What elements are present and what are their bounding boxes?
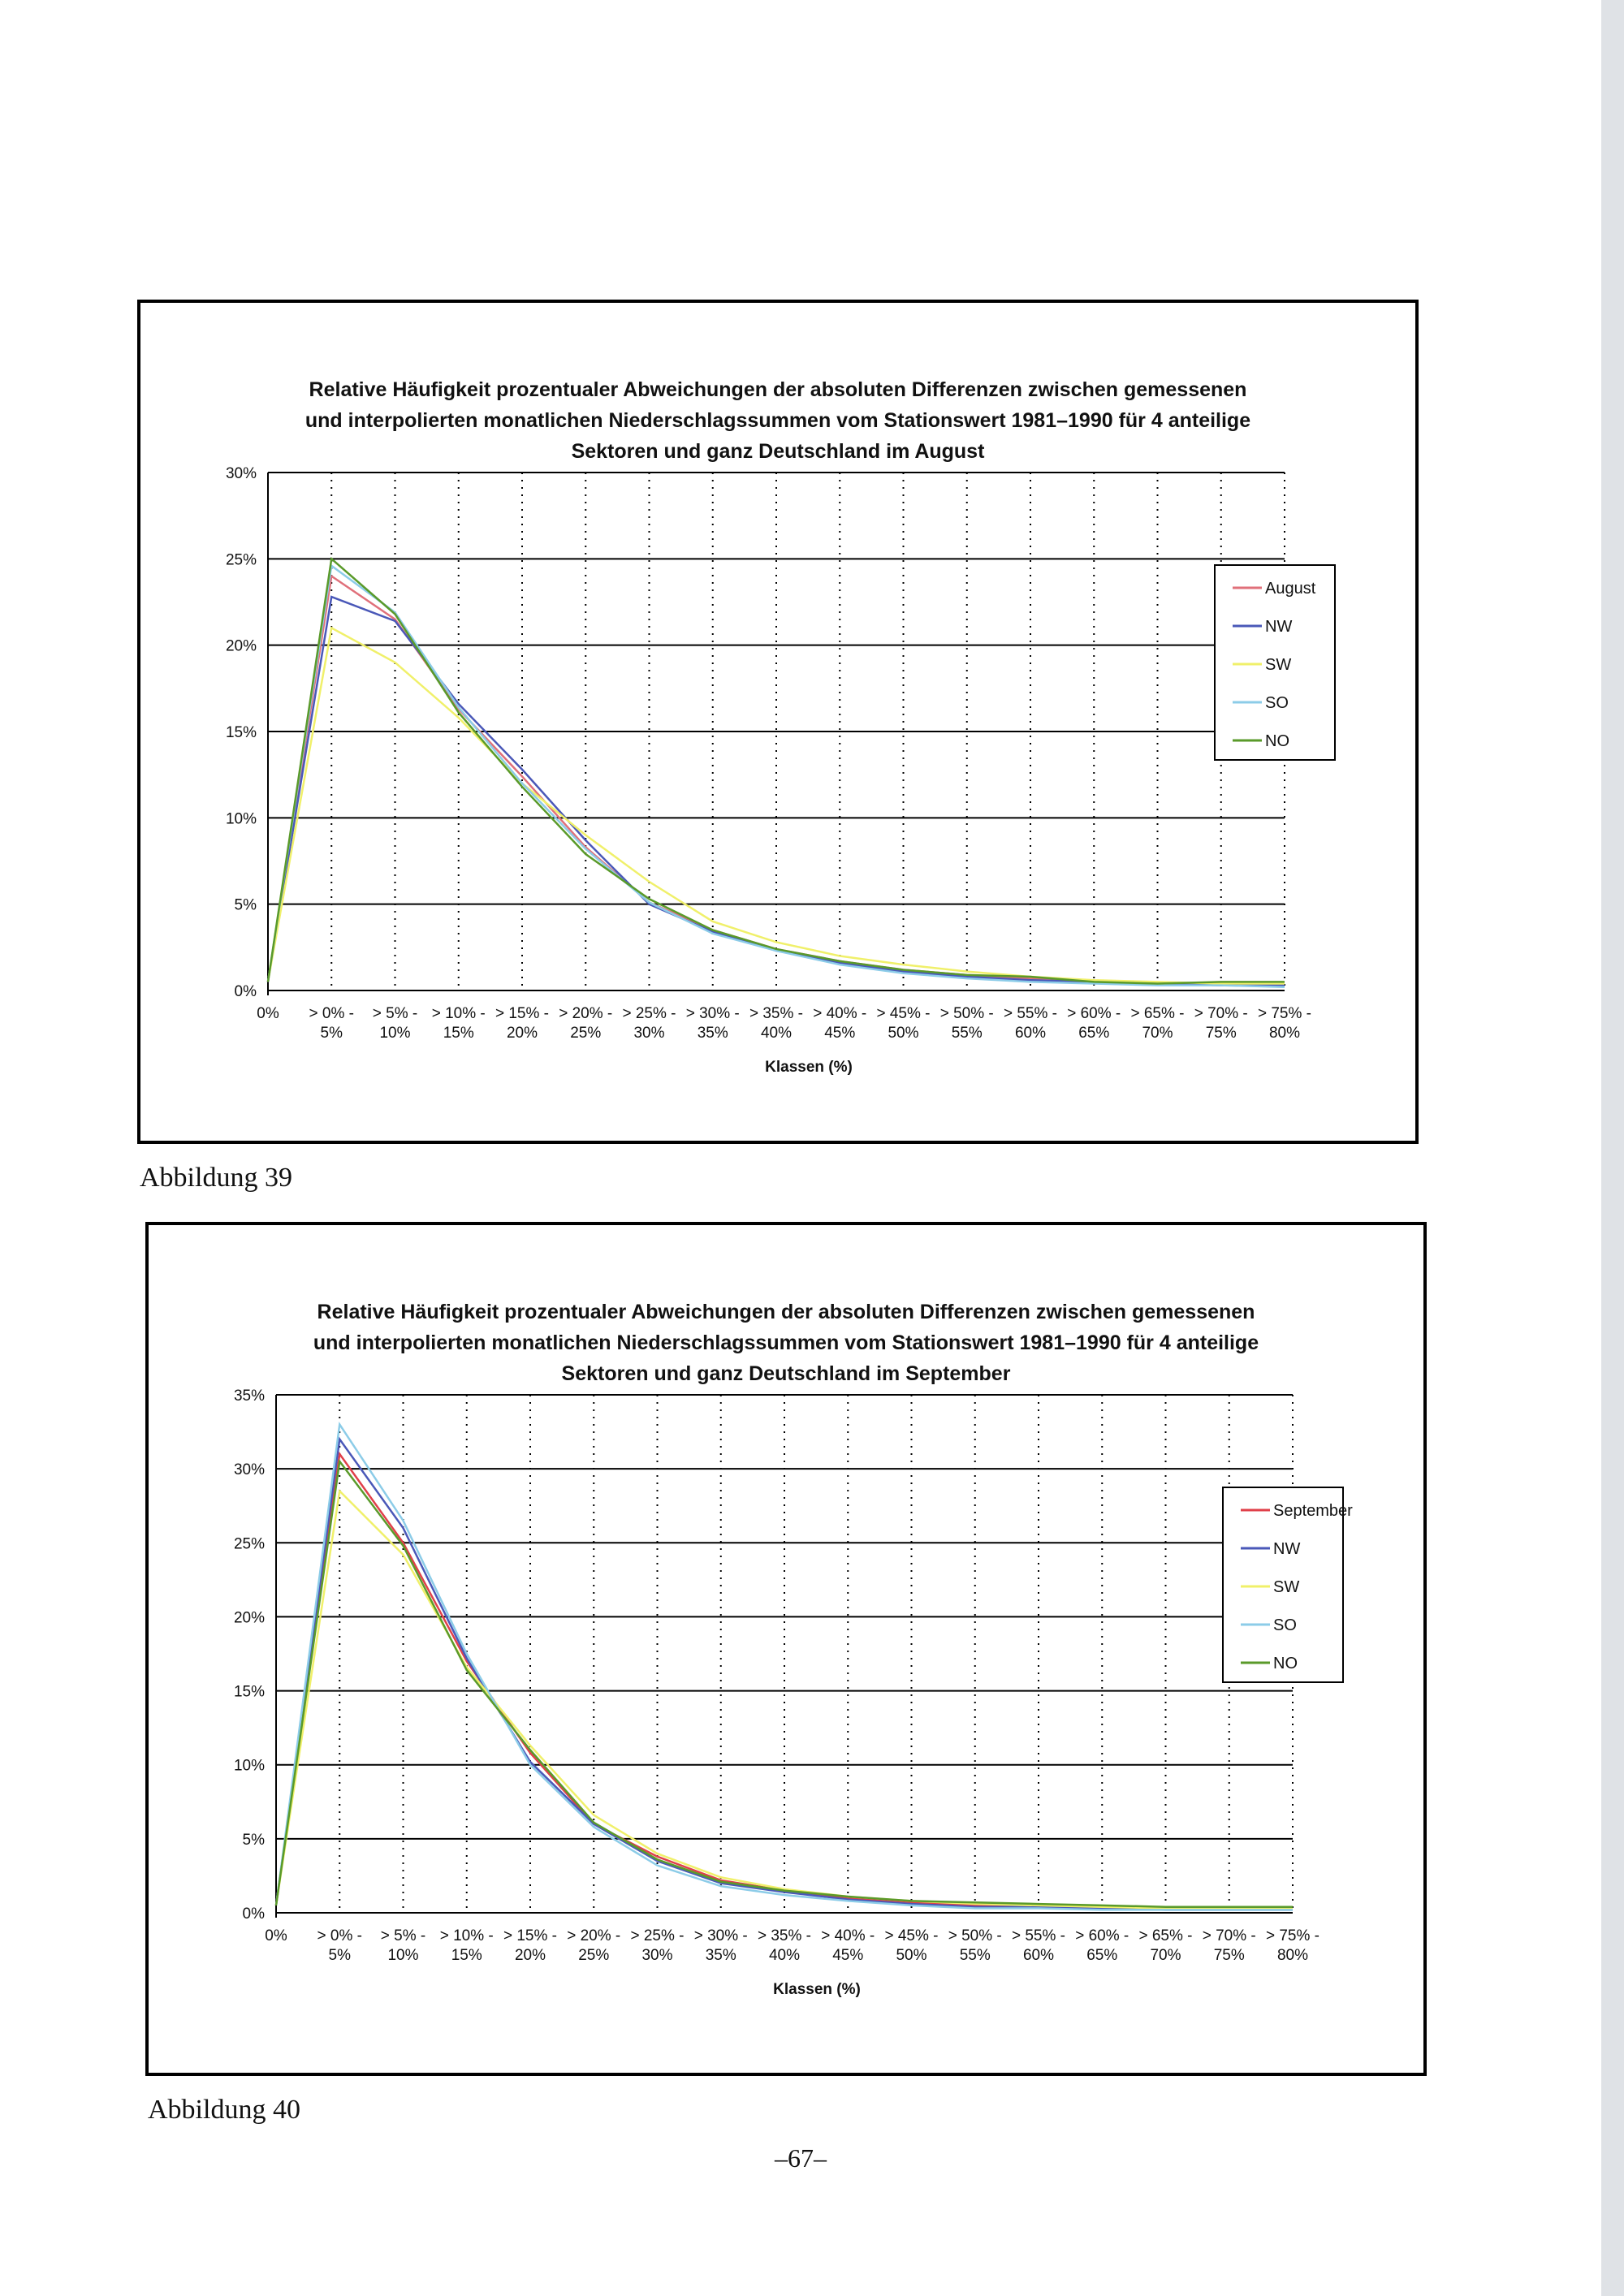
chart1-xtick-label-13: > 60% -65% — [1075, 1927, 1129, 1964]
page-edge — [1601, 0, 1624, 2296]
chart0-xtick-label-13: > 60% -65% — [1067, 1005, 1121, 1042]
chart0-xtick-label-4: > 15% -20% — [495, 1005, 550, 1042]
chart0-xtick-label-5: > 20% -25% — [559, 1005, 613, 1042]
chart0-legend-label-august: August — [1265, 580, 1316, 598]
chart0-ytick-label-6: 30% — [225, 465, 257, 482]
chart1-xtick-label-4: > 15% -20% — [503, 1927, 558, 1964]
chart0-xtick-label-11: > 50% -55% — [939, 1005, 994, 1042]
chart0-ytick-label-4: 20% — [225, 637, 257, 655]
chart1-xtick-label-11: > 50% -55% — [948, 1927, 1002, 1964]
chart1-xtick-label-12: > 55% -60% — [1011, 1927, 1066, 1964]
chart0-ytick-label-5: 25% — [225, 551, 257, 569]
chart-august-frame — [136, 299, 1419, 1145]
chart1-xtick-label-5: > 20% -25% — [567, 1927, 621, 1964]
chart1-legend-label-september: September — [1273, 1502, 1353, 1520]
chart0-xtick-label-7: > 30% -35% — [685, 1005, 740, 1042]
chart1-xtick-label-14: > 65% -70% — [1138, 1927, 1193, 1964]
chart1-xtick-label-15: > 70% -75% — [1202, 1927, 1256, 1964]
chart1-xtick-label-1: > 0% -5% — [317, 1927, 362, 1964]
chart0-title-line-1: und interpolierten monatlichen Niederschlagssummen vom Stationswert 1981–1990 für 4 anteilige — [304, 409, 1251, 432]
chart0-xtick-label-9: > 40% -45% — [813, 1005, 867, 1042]
chart1-xtick-label-0: 0% — [265, 1927, 287, 1944]
chart1-xtick-label-7: > 30% -35% — [693, 1927, 748, 1964]
chart0-xtick-label-3: > 10% -15% — [431, 1005, 486, 1042]
chart-september-frame — [145, 1221, 1427, 2077]
chart1-legend-label-no: NO — [1273, 1655, 1298, 1672]
chart0-xtick-label-15: > 70% -75% — [1194, 1005, 1248, 1042]
chart0-legend-label-nw: NW — [1265, 618, 1293, 636]
chart1-ytick-label-4: 20% — [233, 1609, 265, 1627]
page-number: –67– — [775, 2143, 827, 2173]
chart1-xtick-label-10: > 45% -50% — [884, 1927, 939, 1964]
figure-caption-40: Abbildung 40 — [148, 2095, 300, 2125]
chart0-ytick-label-1: 5% — [234, 896, 257, 914]
chart0-xtick-label-2: > 5% -10% — [372, 1005, 418, 1042]
chart1-legend-label-so: SO — [1273, 1616, 1297, 1634]
chart1-xtick-label-6: > 25% -30% — [630, 1927, 685, 1964]
chart0-legend-label-so: SO — [1265, 694, 1289, 712]
chart0-x-axis-label: Klassen (%) — [765, 1059, 853, 1076]
chart1-ytick-label-7: 35% — [233, 1388, 265, 1405]
chart0-ytick-label-3: 15% — [225, 724, 257, 741]
chart0-legend-label-sw: SW — [1265, 656, 1292, 674]
chart-august — [136, 299, 1419, 1145]
chart0-xtick-label-16: > 75% -80% — [1257, 1005, 1312, 1042]
chart0-xtick-label-14: > 65% -70% — [1130, 1005, 1185, 1042]
chart1-x-axis-label: Klassen (%) — [773, 1981, 861, 1998]
chart0-title-line-0: Relative Häufigkeit prozentualer Abweichungen der absoluten Differenzen zwischen gemessenen — [309, 378, 1247, 401]
chart0-xtick-label-10: > 45% -50% — [876, 1005, 931, 1042]
chart0-xtick-label-8: > 35% -40% — [749, 1005, 804, 1042]
chart0-ytick-label-2: 10% — [225, 810, 257, 828]
chart0-xtick-label-6: > 25% -30% — [622, 1005, 676, 1042]
chart1-title-line-1: und interpolierten monatlichen Niederschlagssummen vom Stationswert 1981–1990 für 4 anteilige — [313, 1331, 1259, 1354]
chart0-xtick-label-1: > 0% -5% — [309, 1005, 354, 1042]
chart1-xtick-label-8: > 35% -40% — [757, 1927, 812, 1964]
chart1-xtick-label-16: > 75% -80% — [1265, 1927, 1320, 1964]
chart1-ytick-label-2: 10% — [233, 1757, 265, 1775]
chart1-xtick-label-9: > 40% -45% — [821, 1927, 875, 1964]
chart0-title-line-2: Sektoren und ganz Deutschland im August — [571, 440, 985, 463]
chart1-ytick-label-1: 5% — [242, 1831, 265, 1849]
chart0-xtick-label-12: > 55% -60% — [1003, 1005, 1058, 1042]
chart1-title-line-0: Relative Häufigkeit prozentualer Abweichungen der absoluten Differenzen zwischen gemessenen — [317, 1301, 1255, 1323]
chart0-legend-label-no: NO — [1265, 732, 1289, 750]
chart1-xtick-label-2: > 5% -10% — [380, 1927, 426, 1964]
chart1-legend-label-sw: SW — [1273, 1578, 1300, 1596]
chart1-legend-label-nw: NW — [1273, 1540, 1301, 1558]
chart1-xtick-label-3: > 10% -15% — [439, 1927, 494, 1964]
chart0-xtick-label-0: 0% — [257, 1005, 279, 1022]
chart-september — [145, 1221, 1427, 2077]
chart1-ytick-label-3: 15% — [233, 1683, 265, 1701]
chart1-ytick-label-5: 25% — [233, 1535, 265, 1553]
chart1-title-line-2: Sektoren und ganz Deutschland im September — [561, 1362, 1011, 1385]
chart0-ytick-label-0: 0% — [234, 983, 257, 1000]
chart1-ytick-label-0: 0% — [242, 1905, 265, 1923]
chart1-ytick-label-6: 30% — [233, 1461, 265, 1479]
figure-caption-39: Abbildung 39 — [140, 1163, 292, 1193]
